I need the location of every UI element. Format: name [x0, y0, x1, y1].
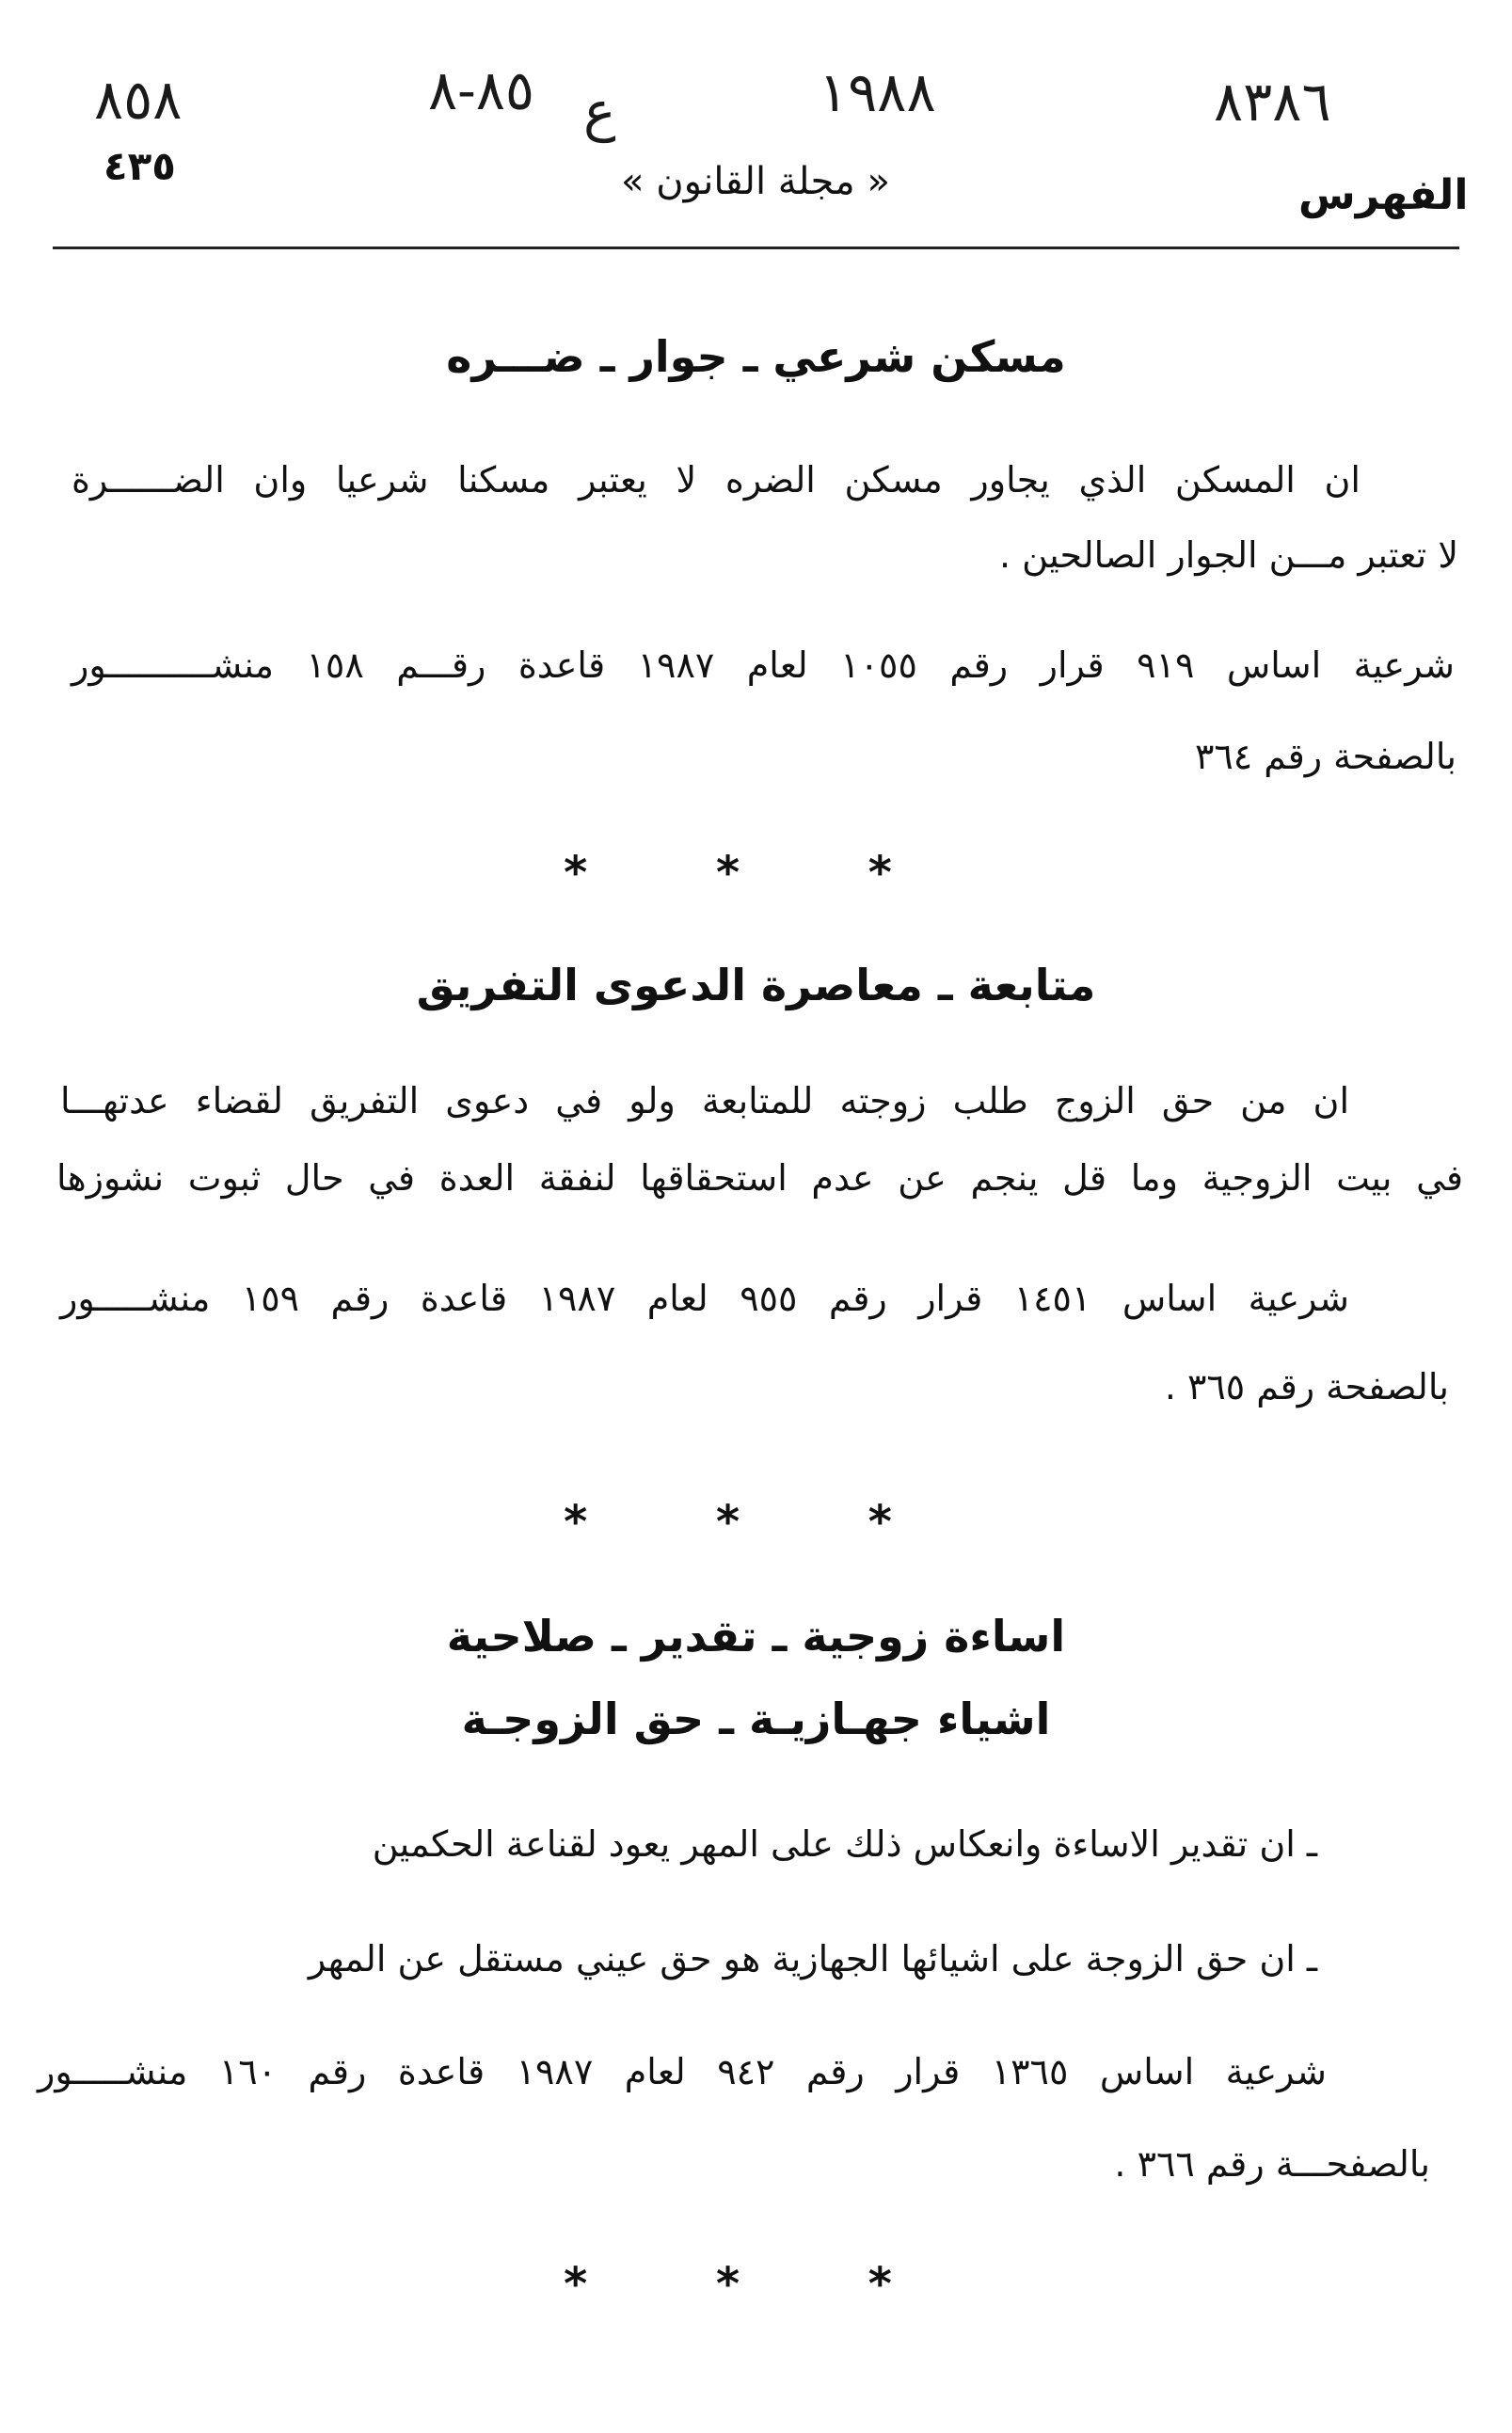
entry-2-reference-line-1: شرعية اساس ١٤٥١ قرار رقم ٩٥٥ لعام ١٩٨٧ قاعدة رقم ١٥٩ منشـــــور	[60, 1278, 1349, 1319]
separator-1: * * *	[564, 847, 948, 899]
entry-3-heading-2: اشياء جهـازيـة ـ حق الزوجـة	[461, 1694, 1051, 1744]
entry-3-reference-line-1: شرعية اساس ١٣٦٥ قرار رقم ٩٤٢ لعام ١٩٨٧ قاعدة رقم ١٦٠ منشـــــور	[38, 2051, 1327, 2092]
header-rule	[53, 246, 1459, 249]
entry-1-reference-line-2: بالصفحة رقم ٣٦٤	[1194, 736, 1456, 777]
entry-3-heading-1: اساءة زوجية ـ تقدير ـ صلاحية	[446, 1611, 1066, 1662]
entry-1-body-line-2: لا تعتبر مـــن الجوار الصالحين .	[998, 534, 1458, 576]
entry-3-body-line-1: ـ ان تقدير الاساءة وانعكاس ذلك على المهر يعود لقناعة الحكمين	[372, 1823, 1317, 1865]
handwritten-note-1: ٨٥٨	[94, 68, 183, 132]
separator-3: * * *	[564, 2258, 948, 2311]
handwritten-note-2: ٨٥-٨	[428, 58, 535, 122]
section-label: الفهرس	[1298, 171, 1469, 219]
handwritten-note-4: ١٩٨٨	[819, 60, 936, 124]
entry-2-body-line-2: في بيت الزوجية وما قل ينجم عن عدم استحقاقها لنفقة العدة في حال ثبوت نشوزها	[56, 1157, 1463, 1199]
entry-3-reference-line-2: بالصفحـــة رقم ٣٦٦ .	[1114, 2143, 1430, 2185]
handwritten-note-5: ٨٣٨٦	[1214, 70, 1331, 134]
handwritten-note-3: ع	[583, 79, 616, 143]
entry-3-body-line-2: ـ ان حق الزوجة على اشيائها الجهازية هو حق عيني مستقل عن المهر	[308, 1938, 1317, 1980]
entry-2-reference-line-2: بالصفحة رقم ٣٦٥ .	[1164, 1366, 1449, 1407]
entry-2-heading: متابعة ـ معاصرة الدعوى التفريق	[416, 960, 1096, 1010]
entry-1-reference-line-1: شرعية اساس ٩١٩ قرار رقم ١٠٥٥ لعام ١٩٨٧ قاعدة رقـــم ١٥٨ منشــــــــــور	[72, 644, 1455, 686]
entry-1-heading: مسكن شرعي ـ جوار ـ ضـــره	[446, 331, 1066, 382]
separator-2: * * *	[564, 1496, 948, 1549]
journal-title: « مجلة القانون »	[621, 160, 890, 203]
entry-1-body-line-1: ان المسكن الذي يجاور مسكن الضره لا يعتبر مسكنا شرعيا وان الضــــــرة	[72, 459, 1361, 501]
page-number: ٤٣٥	[103, 143, 176, 189]
entry-2-body-line-1: ان من حق الزوج طلب زوجته للمتابعة ولو في دعوى التفريق لقضاء عدتهـــا	[60, 1080, 1349, 1121]
